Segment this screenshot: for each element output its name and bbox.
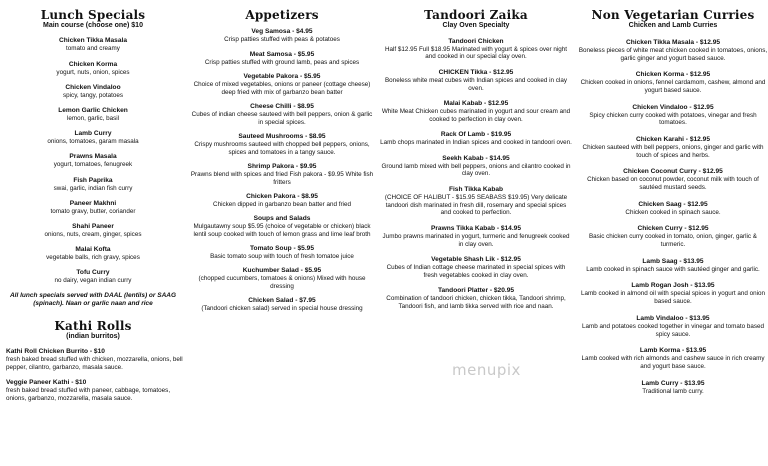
menu-item-name: Lamb Curry <box>74 130 112 138</box>
menu-item-name: Soups and Salads <box>253 214 311 222</box>
menu-item-name: Chicken Salad - $7.95 <box>248 297 316 305</box>
menu-item <box>578 347 768 371</box>
menu-item-name: Tomato Soup - $5.95 <box>250 244 314 252</box>
menu-item-name: Chicken Saag - $12.95 <box>638 200 708 208</box>
menu-item-name: Lamb Vindaloo - $13.95 <box>636 314 710 322</box>
menu-item <box>578 104 768 128</box>
menu-item-description: Chicken cooked in onions, fennel cardamom, cashew, almond and yogurt based sauce. <box>580 79 766 94</box>
menu-item <box>380 155 572 179</box>
menu-item <box>578 225 768 249</box>
menu-item <box>380 256 572 280</box>
appetizers-column <box>190 0 374 466</box>
menu-item-description: swai, garlic, indian fish curry <box>53 184 133 192</box>
menu-item-name: Tandoori Chicken <box>448 37 504 45</box>
appetizer-items-list <box>190 28 374 312</box>
menu-item <box>0 61 186 77</box>
tandoori-title: Tandoori Zaika <box>424 8 528 22</box>
menu-item-name: Vegetable Shash Lik - $12.95 <box>431 255 521 263</box>
lunch-specials-note: All lunch specials served with DAAL (lentils) or SAAG (spinach). Naan or garlic naan and rice <box>9 292 177 308</box>
menu-item-description: Jumbo prawns marinated in yogurt, turmeric and fenugreek cooked in clay oven. <box>382 232 570 248</box>
menu-item <box>380 69 572 93</box>
menu-item-name: Shahi Paneer <box>72 222 114 230</box>
menu-item <box>190 245 374 261</box>
curries-column <box>578 0 768 466</box>
menu-item <box>190 51 374 67</box>
menu-item <box>578 380 768 396</box>
menu-item-description: (Tandoori chicken salad) served in special house dressing <box>201 305 363 313</box>
tandoori-subtitle: Clay Oven Specialty <box>442 22 510 29</box>
menu-item-name: Paneer Makhni <box>69 199 117 207</box>
menu-item-name: Malai Kabab - $12.95 <box>443 99 509 107</box>
menu-item <box>578 168 768 192</box>
menu-item-name: CHICKEN Tikka - $12.95 <box>438 68 514 76</box>
menu-item-name: Chicken Curry - $12.95 <box>637 225 709 233</box>
menu-item-description: Chicken based on coconut powder, coconut milk with touch of sautéed mustard seeds. <box>587 176 759 192</box>
menu-item <box>578 315 768 339</box>
menu-item-description: onions, nuts, cream, ginger, spices <box>44 230 142 238</box>
menu-item <box>190 73 374 97</box>
menu-item <box>190 28 374 44</box>
menu-item <box>0 107 186 123</box>
menu-item <box>380 225 572 249</box>
menu-item <box>0 84 186 100</box>
menu-item-description: Lamb cooked in spinach sauce with sautéed ginger and garlic. <box>586 265 760 273</box>
menu-item-description: Combination of tandoori chicken, chicken tikka, Tandoori shrimp, Tandoori fish, and lamb tikka served with rice and naan. <box>386 295 566 310</box>
menu-item-description: Lamb and potatoes cooked together in vinegar and tomato based spicy sauce. <box>581 322 765 338</box>
menu-item <box>0 223 186 239</box>
menu-item <box>190 133 374 157</box>
tandoori-items-list <box>380 38 572 311</box>
menu-item-name: Malai Kofta <box>75 246 111 254</box>
menu-item-name: Sauteed Mushrooms - $8.95 <box>238 132 326 140</box>
menu-item-name: Lamb Korma - $13.95 <box>639 347 707 355</box>
menu-item-name: Lamb Rogan Josh - $13.95 <box>631 282 715 290</box>
menu-item-description: Boneless white meat cubes with Indian spices and cooked in clay oven. <box>384 76 567 92</box>
menu-item-description: Crisp patties stuffed with ground lamb, peas and spices <box>204 58 360 66</box>
menu-item-description: Prawns blend with spices and fried Fish pakora - $9.95 White fish fritters <box>190 170 374 186</box>
menu-item <box>578 282 768 306</box>
curry-items-list <box>578 39 768 396</box>
lunch-specials-column <box>0 0 186 466</box>
menu-item-name: Veg Samosa - $4.95 <box>251 28 313 36</box>
menu-item-description: Chicken sauteed with bell peppers, onions, ginger and garlic with touch of spices and herbs. <box>582 143 764 159</box>
menu-item-name: Chicken Pakora - $8.95 <box>246 192 318 200</box>
menu-item-description: Half $12.95 Full $18.95 Marinated with yogurt & spices over night and cooked in our special clay oven. <box>384 45 567 61</box>
menu-item <box>0 177 186 193</box>
menu-item-description: Chicken cooked in spinach sauce. <box>625 208 721 216</box>
menu-item-name: Chicken Vindaloo - $12.95 <box>632 103 714 111</box>
menu-item-description: no dairy, vegan indian curry <box>54 277 132 285</box>
menu-item-name: Shrimp Pakora - $9.95 <box>247 162 317 170</box>
menu-item <box>190 267 374 291</box>
menu-item <box>0 153 186 169</box>
menu-item <box>380 100 572 124</box>
menu-item <box>0 246 186 262</box>
menu-item-name: Vegetable Pakora - $5.95 <box>243 72 321 80</box>
menupix-watermark: menupix <box>452 361 521 379</box>
menu-item-description: Lamb cooked with rich almonds and cashew sauce in rich creamy and yogurt base sauce. <box>581 355 765 370</box>
lunch-specials-title: Lunch Specials <box>40 8 146 22</box>
menu-item-description: Lamb cooked in almond oil with special spices in yogurt and onion based sauce. <box>580 290 766 306</box>
menu-item-description: Crisp patties stuffed with peas & potatoes <box>224 36 340 44</box>
menu-item <box>578 136 768 160</box>
menu-item-name: Lemon Garlic Chicken <box>58 106 128 114</box>
menu-item-description: yogurt, nuts, onion, spices <box>56 68 130 76</box>
tandoori-column <box>380 0 572 466</box>
menu-item-description: Ground lamb mixed with bell peppers, onions and cilantro cooked in clay oven. <box>381 162 571 178</box>
curries-subtitle: Chicken and Lamb Curries <box>628 22 718 29</box>
menu-item <box>0 348 186 372</box>
menu-item <box>380 186 572 217</box>
menu-item-name: Lamb Saag - $13.95 <box>642 257 704 265</box>
menu-item-name: Veggie Paneer Kathi - $10 <box>6 379 87 387</box>
lunch-items-list <box>0 37 186 285</box>
menu-item <box>190 163 374 187</box>
menu-item-description: fresh baked bread stuffed with chicken, mozzarella, onions, bell pepper, cilantro, garbanzo, masala sauce. <box>6 356 183 372</box>
menu-item-description: Crispy mushrooms sauteed with chopped bell peppers, onions, spices and tomatoes in a tangy sauce. <box>194 140 370 156</box>
menu-item-name: Prawns Masala <box>69 153 117 161</box>
menu-item-name: Kuchumber Salad - $5.95 <box>242 267 322 275</box>
menu-item-description: lemon, garlic, basil <box>66 114 120 122</box>
menu-item <box>578 39 768 63</box>
menu-item-name: Chicken Tikka Masala <box>58 37 128 45</box>
menu-item-name: Chicken Vindaloo <box>65 83 121 91</box>
menu-item-name: Seekh Kabab - $14.95 <box>442 154 510 162</box>
menu-item-name: Kathi Roll Chicken Burrito - $10 <box>6 348 105 356</box>
menu-item <box>0 269 186 285</box>
menu-item <box>578 71 768 95</box>
menu-item <box>380 287 572 311</box>
menu-item <box>578 201 768 217</box>
menu-item <box>0 37 186 53</box>
menu-item-name: Tofu Curry <box>76 269 110 277</box>
appetizers-title: Appetizers <box>245 8 319 22</box>
menu-item-description: tomato and creamy <box>66 45 120 53</box>
kathi-rolls-title: Kathi Rolls <box>54 319 132 334</box>
menu-item <box>0 379 186 403</box>
menu-item-description: spicy, tangy, potatoes <box>63 91 123 99</box>
kathi-rolls-subtitle: (indian burritos) <box>66 333 120 341</box>
menu-item-name: Chicken Karahi - $12.95 <box>635 135 711 143</box>
menu-item-name: Meat Samosa - $5.95 <box>249 50 315 58</box>
menu-item-description: Spicy chicken curry cooked with potatoes, vinegar and fresh tomatoes. <box>589 111 757 127</box>
menu-item-description: Cubes of Indian cottage cheese marinated in special spices with fresh vegetables cooked in clay oven. <box>386 263 566 279</box>
menu-item-description: Lamb chops marinated in Indian spices and cooked in tandoori oven. <box>380 139 572 147</box>
menu-item <box>190 215 374 239</box>
menu-item-description: Basic chicken curry cooked in tomato, onion, ginger, garlic & turmeric. <box>588 233 757 249</box>
menu-item-name: Chicken Korma - $12.95 <box>635 71 711 79</box>
menu-item <box>578 258 768 274</box>
menu-item-description: fresh baked bread stuffed with paneer, cabbage, tomatoes, onions, garbanzo, mozzarella, masala sauce. <box>6 387 171 403</box>
menu-item-name: Fish Paprika <box>73 176 113 184</box>
menu-item-description: tomato gravy, butter, coriander <box>50 207 136 215</box>
menu-item-name: Rack Of Lamb - $19.95 <box>440 131 512 139</box>
curries-title: Non Vegetarian Curries <box>591 8 755 22</box>
menu-item-description: Chicken dipped in garbanzo bean batter and fried <box>213 200 351 208</box>
menu-item-name: Cheese Chilli - $8.95 <box>250 102 314 110</box>
menu-item-name: Prawns Tikka Kabab - $14.95 <box>430 224 522 232</box>
menu-item <box>0 130 186 146</box>
lunch-specials-subtitle: Main course (choose one) $10 <box>43 22 143 29</box>
menu-item <box>190 193 374 209</box>
menu-item-name: Fish Tikka Kabab <box>448 185 504 193</box>
menu-item-description: Boneless pieces of white meat chicken cooked in tomatoes, onions, garlic ginger and yogurt based sauce. <box>578 46 768 62</box>
menu-item-description: White Meat Chicken cubes marinated in yogurt and sour cream and cooked to perfection in clay oven. <box>381 107 571 123</box>
menu-item-description: yogurt, tomatoes, fenugreek <box>53 161 133 169</box>
menu-item <box>190 297 374 313</box>
menu-item-name: Chicken Coconut Curry - $12.95 <box>623 168 723 176</box>
menu-item-description: Traditional lamb curry. <box>642 387 704 395</box>
menu-item-description: (chopped cucumbers, tomatoes & onions) Mixed with house dressing <box>198 275 366 290</box>
menu-item-name: Chicken Tikka Masala - $12.95 <box>625 38 721 46</box>
menu-item-description: Choice of mixed vegetables, onions or paneer (cottage cheese) deep fried with mix of garbanzo bean batter <box>193 80 371 96</box>
menu-item-name: Lamb Curry - $13.95 <box>641 379 705 387</box>
menu-item-name: Chicken Korma <box>68 60 118 68</box>
menu-item-description: Cubes of indian cheese sauteed with bell peppers, onion & garlic in special spices. <box>191 110 373 126</box>
menu-item <box>0 200 186 216</box>
menu-item <box>380 131 572 147</box>
kathi-items-list <box>0 348 186 403</box>
menu-item <box>380 38 572 62</box>
menu-item-description: vegetable balls, rich gravy, spices <box>46 254 140 262</box>
menu-item-description: (CHOICE OF HALIBUT - $15.95 SEABASS $19.95) Very delicate tandoori dish marinated in fresh dill, rosemary and special spices and cooked to perfection. <box>384 193 568 217</box>
menu-item-name: Tandoori Platter - $20.95 <box>437 287 515 295</box>
menu-item-description: Mulgautawny soup $5.95 (choice of vegetable or chicken) black lentil soup cooked with touch of lemon grass and lime leaf broth <box>193 222 371 238</box>
menu-item-description: Basic tomato soup with touch of fresh tomatoe juice <box>210 252 354 260</box>
menu-item-description: onions, tomatoes, garam masala <box>47 138 139 146</box>
menu-item <box>190 103 374 127</box>
